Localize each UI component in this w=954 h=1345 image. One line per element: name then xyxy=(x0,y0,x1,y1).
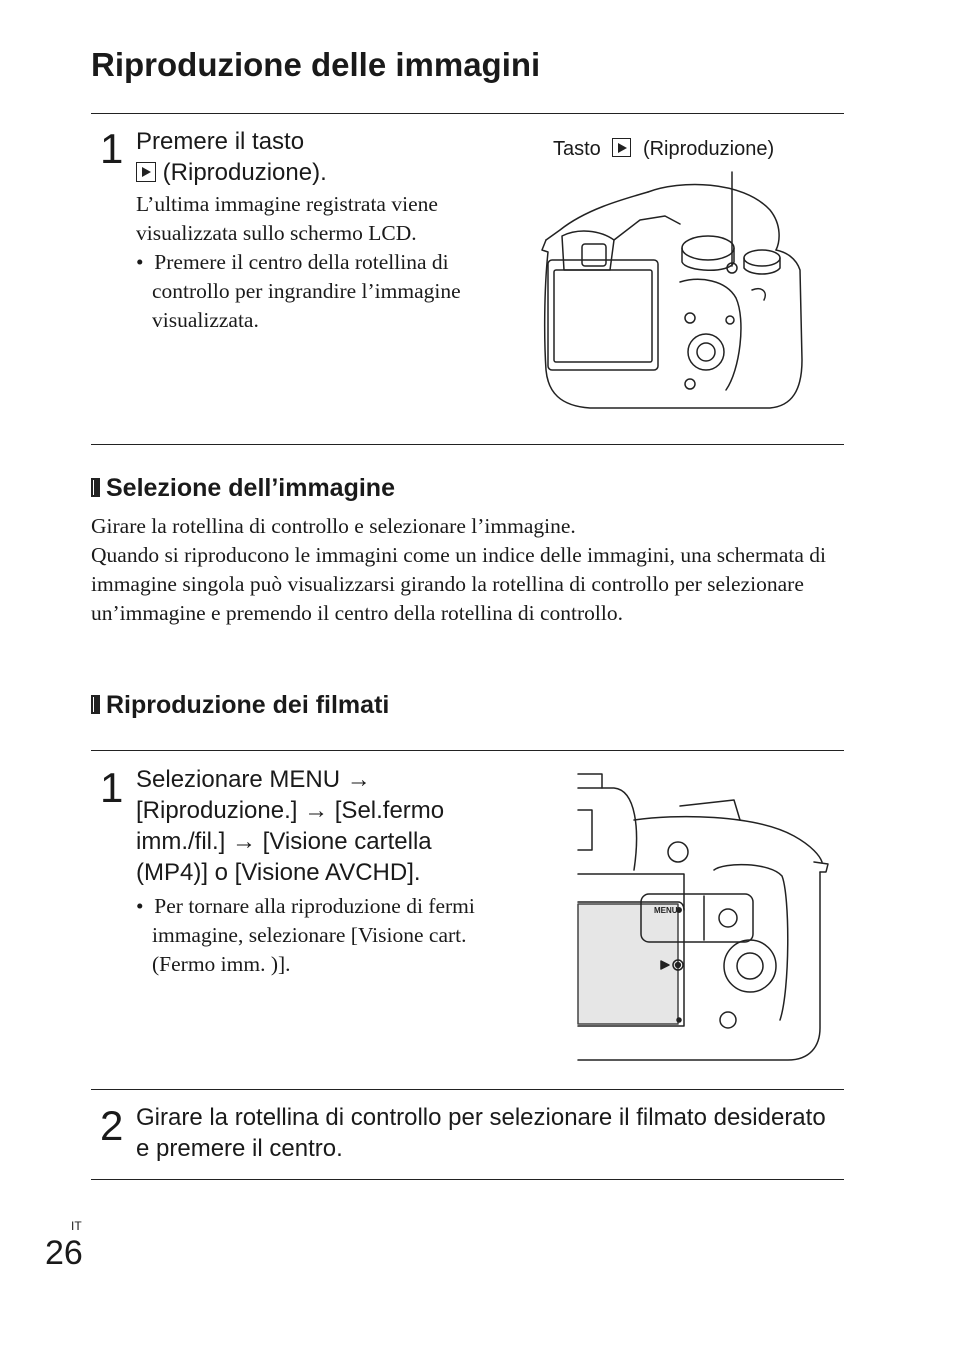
bullet-item: • Premere il centro della rotellina di controllo per ingrandire l’immagine visualizzata. xyxy=(136,250,461,332)
step-1-content xyxy=(136,126,516,335)
section-body xyxy=(91,512,843,628)
divider xyxy=(91,1179,844,1180)
step-number: 1 xyxy=(100,125,124,172)
camera-controls-illustration xyxy=(574,770,834,1066)
section-marker-icon xyxy=(91,478,100,497)
bullet-item: • Per tornare alla riproduzione di fermi immagine, selezionare [Visione cart. (Fermo imm. )]. xyxy=(136,894,475,976)
paragraph: Girare la rotellina di controllo e selezionare l’immagine. xyxy=(91,514,576,538)
paragraph: Quando si riproducono le immagini come un indice delle immagini, una schermata di immagine singola può visualizzarsi girando la rotellina di controllo per selezionare un’immagine e premendo il centro della rotellina di controllo. xyxy=(91,543,826,625)
page-title: Riproduzione delle immagini xyxy=(91,46,541,83)
divider xyxy=(91,444,844,445)
step-heading-line2: (Riproduzione). xyxy=(136,157,516,188)
section-marker-icon xyxy=(91,695,100,714)
callout-caption: Tasto (Riproduzione) xyxy=(553,138,775,160)
step-heading: Selezionare MENU → [Riproduzione.] → [Sel.fermo imm./fil.] → [Visione cartella (MP4)] o [Visione AVCHD]. xyxy=(136,766,445,886)
section-heading: Riproduzione dei filmati xyxy=(91,691,389,720)
camera-back-illustration xyxy=(530,170,820,415)
step-number: 1 xyxy=(100,764,124,811)
divider xyxy=(91,113,844,114)
divider xyxy=(91,1089,844,1090)
step-number: 2 xyxy=(100,1102,124,1149)
step-heading: Premere il tasto xyxy=(136,128,305,155)
menu-label: MENU xyxy=(654,906,678,915)
playback-icon xyxy=(136,162,156,182)
page-number: 26 xyxy=(45,1234,83,1272)
divider xyxy=(91,750,844,751)
step-heading: Girare la rotellina di controllo per selezionare il filmato desiderato e premere il centro. xyxy=(136,1104,826,1162)
section-heading: Selezione dell’immagine xyxy=(91,474,395,503)
step-1-content xyxy=(136,764,508,979)
language-code: IT xyxy=(71,1219,82,1233)
step-text: L’ultima immagine registrata viene visualizzata sullo schermo LCD. • Premere il centro della rotellina di controllo per ingrandire l’immagine visualizzata. xyxy=(136,190,516,335)
playback-icon xyxy=(612,138,631,157)
